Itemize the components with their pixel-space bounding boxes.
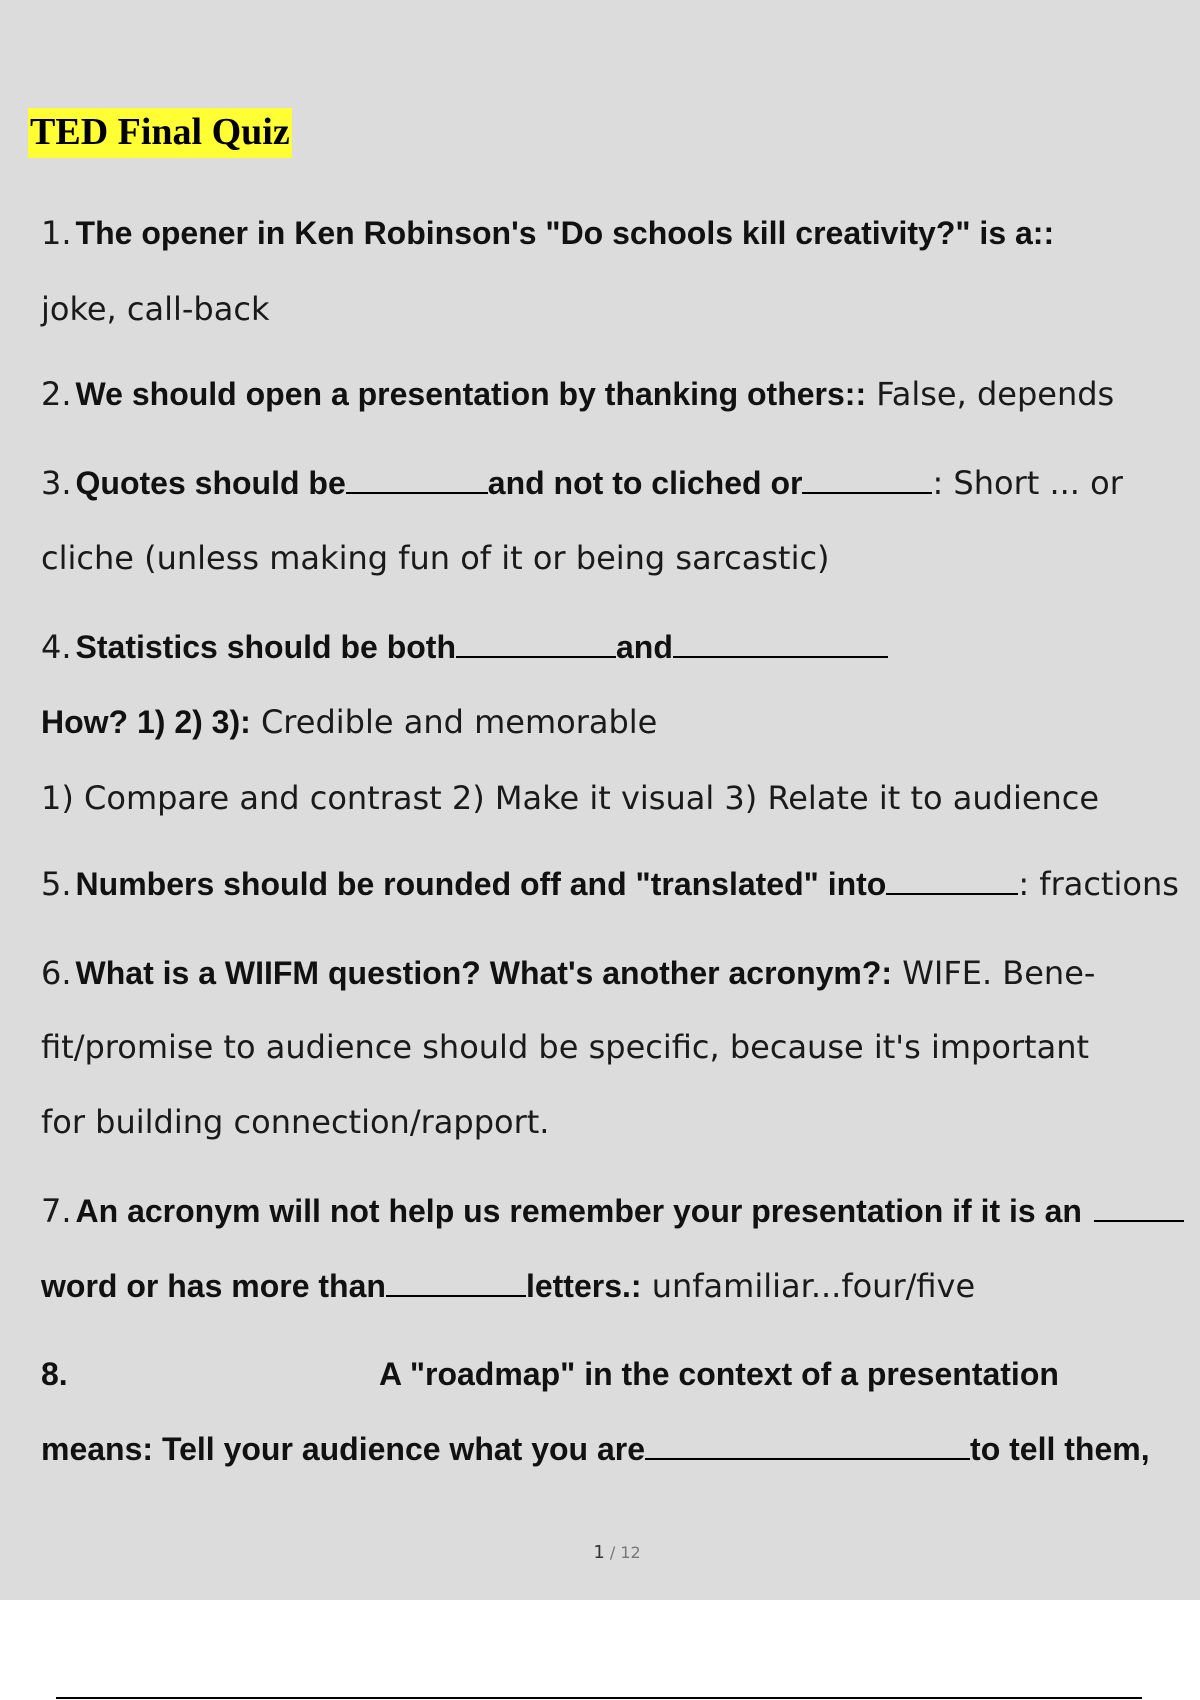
answer-text: fit/promise to audience should be specific, because it's important xyxy=(41,1028,1090,1066)
question-number: 5. xyxy=(41,865,72,903)
answer-6-line-3 xyxy=(41,1102,549,1142)
answer-text: unfamiliar...four/five xyxy=(641,1267,976,1305)
fill-in-blank xyxy=(673,628,888,658)
question-7 xyxy=(41,1191,1184,1231)
question-text: We should open a presentation by thanking others:: xyxy=(75,376,867,412)
question-text: A "roadmap" in the context of a presentation xyxy=(379,1356,1059,1392)
fill-in-blank xyxy=(886,865,1018,895)
answer-3 xyxy=(41,538,830,578)
answer-text: cliche (unless making fun of it or being sarcastic) xyxy=(41,539,830,577)
question-text: to tell them, xyxy=(970,1431,1150,1467)
question-7-continued xyxy=(41,1266,975,1306)
answer-text: : Short ... or xyxy=(932,464,1123,502)
question-1 xyxy=(41,213,1054,253)
page-number-total: / 12 xyxy=(604,1543,641,1562)
question-text: Numbers should be rounded off and "translated" into xyxy=(75,866,887,902)
page-number-current: 1 xyxy=(593,1542,605,1563)
question-5 xyxy=(41,864,1179,904)
question-4-how xyxy=(41,702,657,742)
fill-in-blank xyxy=(802,464,932,494)
fill-in-blank xyxy=(1094,1192,1184,1222)
fill-in-blank xyxy=(386,1267,526,1297)
answer-text: Credible and memorable xyxy=(250,703,658,741)
answer-text: 1) Compare and contrast 2) Make it visual 3) Relate it to audience xyxy=(41,779,1100,817)
question-number: 3. xyxy=(41,464,72,502)
question-number: 1. xyxy=(41,214,72,252)
question-text: and xyxy=(616,629,673,665)
question-text: letters.: xyxy=(525,1268,642,1304)
answer-4-steps xyxy=(41,778,1099,818)
answer-1 xyxy=(41,289,269,329)
question-8-continued xyxy=(41,1429,1150,1469)
question-text: and not to cliched or xyxy=(487,465,803,501)
question-text: What is a WIIFM question? What's another acronym?: xyxy=(75,955,893,991)
fill-in-blank xyxy=(346,464,488,494)
question-text: Quotes should be xyxy=(75,465,346,501)
question-text: The opener in Ken Robinson's "Do schools kill creativity?" is a:: xyxy=(75,215,1055,251)
question-number: 4. xyxy=(41,628,72,666)
question-number: 6. xyxy=(41,954,72,992)
question-3 xyxy=(41,463,1123,503)
question-4 xyxy=(41,627,888,667)
fill-in-blank xyxy=(645,1430,970,1460)
question-text: How? 1) 2) 3): xyxy=(41,704,251,740)
question-text: An acronym will not help us remember your presentation if it is an xyxy=(75,1193,1082,1229)
question-number: 7. xyxy=(41,1192,72,1230)
question-text: word or has more than xyxy=(41,1268,386,1304)
answer-6-line-2 xyxy=(41,1027,1089,1067)
answer-text: WIFE. Bene- xyxy=(892,954,1096,992)
answer-text: joke, call-back xyxy=(41,290,270,328)
question-number: 8. xyxy=(41,1356,68,1392)
next-page-divider xyxy=(56,1697,1142,1699)
answer-text: for building connection/rapport. xyxy=(41,1103,550,1141)
fill-in-blank xyxy=(456,628,616,658)
question-text: means: Tell your audience what you are xyxy=(41,1431,646,1467)
question-text: Statistics should be both xyxy=(75,629,456,665)
answer-text: : fractions xyxy=(1018,865,1179,903)
document-title: TED Final Quiz xyxy=(28,108,292,158)
question-6 xyxy=(41,953,1095,993)
question-8 xyxy=(41,1354,1059,1394)
question-number: 2. xyxy=(41,375,72,413)
page-number xyxy=(0,1542,1200,1563)
question-2 xyxy=(41,374,1114,414)
answer-text: False, depends xyxy=(866,375,1115,413)
